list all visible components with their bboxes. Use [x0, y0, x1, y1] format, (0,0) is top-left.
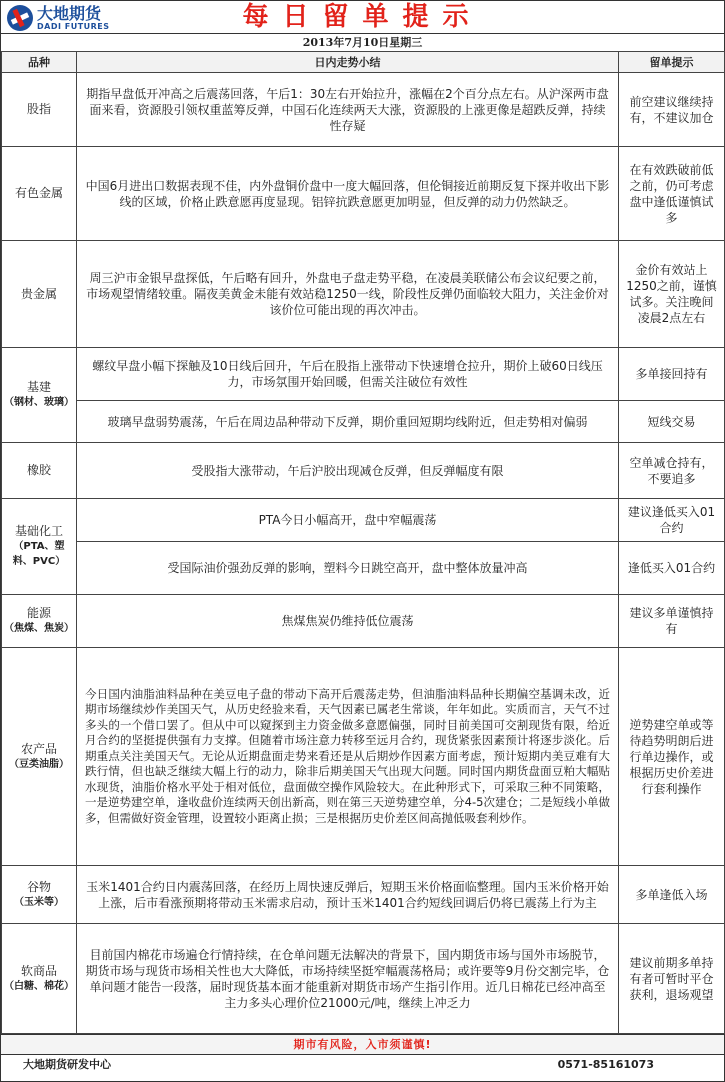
table-row — [2, 499, 725, 542]
tip-cell: 多单逢低入场 — [619, 866, 725, 924]
report-date: 2013年7月10日星期三 — [1, 33, 724, 51]
summary-cell: 目前国内棉花市场遍仓行情持续，在仓单问题无法解决的背景下，国内期货市场与国外市场脱节，期货市场与现货市场相关性也大大降低，市场持续坚挺窄幅震荡格局；或许要等9月份交割完毕，仓单问题才能告一段落，届时现货基本面才能重新对期货市场产生指引作用。近几日棉花已经冲高至主力多头心理价位21000元/吨，继续上冲乏力 — [77, 924, 619, 1034]
tip-cell: 金价有效站上1250之前，谨慎试多。关注晚间凌晨2点左右 — [619, 241, 725, 348]
table-row — [2, 924, 725, 1034]
category-name: 橡胶 — [26, 463, 51, 477]
category-name: 基建 — [26, 380, 51, 394]
table-row — [2, 648, 725, 866]
category-name: 谷物 — [26, 879, 51, 894]
category-subname: （豆类油脂） — [9, 758, 69, 770]
table-row — [2, 348, 725, 401]
category-name: 贵金属 — [20, 286, 57, 301]
tip-cell: 在有效跌破前低之前，仍可考虑盘中逢低谨慎试多 — [619, 147, 725, 241]
col-header-tip: 留单提示 — [619, 52, 725, 73]
summary-cell: 期指早盘低开冲高之后震荡回落，午后1：30左右开始拉升，涨幅在2个百分点左右。从沪深两市盘面来看，资源股引领权重蓝筹反弹，中国石化连续两天大涨，资源股的上涨更像是超跌反弹，持续性存疑 — [77, 73, 619, 147]
summary-table — [1, 51, 725, 1034]
table-row — [2, 595, 725, 648]
category-name: 基础化工 — [14, 524, 63, 538]
category-cell — [2, 648, 77, 866]
summary-cell: 周三沪市金银早盘探低，午后略有回升，外盘电子盘走势平稳，在凌晨美联储公布会议纪要之前，市场观望情绪较重。隔夜美黄金未能有效站稳1250一线，阶段性反弹仍面临较大阻力，关注金价对该价位可能出现的再次冲击。 — [77, 241, 619, 348]
category-subname: （玉米等） — [14, 896, 64, 908]
table-row — [2, 147, 725, 241]
table-row — [2, 401, 725, 443]
category-cell — [2, 866, 77, 924]
category-cell — [2, 924, 77, 1034]
summary-cell: 受股指大涨带动，午后沪胶出现减仓反弹，但反弹幅度有限 — [77, 443, 619, 499]
logo-en-text: DADI FUTURES — [37, 22, 110, 31]
category-cell — [2, 595, 77, 648]
summary-cell: 玉米1401合约日内震荡回落，在经历上周快速反弹后，短期玉米价格面临整理。国内玉米价格开始上涨，后市看涨预期将带动玉米需求启动，预计玉米1401合约短线回调后仍将已震荡上行为主 — [77, 866, 619, 924]
table-header-row — [2, 52, 725, 73]
summary-cell: 今日国内油脂油料品种在美豆电子盘的带动下高开后震荡走势，但油脂油料品种长期偏空基调未改，近期市场继续炒作美国天气，从历史经验来看，天气因素已属老生常谈，年年如此。实质而言，天气不过多头的一个借口罢了。但从中可以窥探到主力资金做多意愿偏强，同时目前美国可交割现货有限，给近月合约的坚挺提供强有力支撑。但随着市场注意力转移至远月合约，现货紧张因素预计将逐步淡化。后期重点关注美国天气。无论从近期盘面走势来看还是从后期炒作因素方面考虑，预计短期内美豆难有大跌行情，但也缺乏继续大幅上行的动力，除非后期美国天气出现大问题。同时国内期货盘面豆粕大幅贴水现货，油脂价格水平处于相对低位，盘面做空操作风险较大。在此种形式下，可采取三种不同策略，一是逆势建空单，逢收盘价连续两天创出新高，则在第三天逆势建空单，分4-5次建仓；二是短线小单做多，但需做好资金管理，设置较小距离止损；三是根据历史价差区间高抛低吸套利炒作。 — [77, 648, 619, 866]
tip-cell: 短线交易 — [619, 401, 725, 443]
tip-cell: 建议前期多单持有者可暂时平仓获利，退场观望 — [619, 924, 725, 1034]
research-center-name: 大地期货研发中心 — [23, 1058, 111, 1071]
category-name: 能源 — [26, 606, 51, 620]
summary-cell: PTA今日小幅高开，盘中窄幅震荡 — [77, 499, 619, 542]
category-cell — [2, 348, 77, 443]
report-footer — [1, 1054, 724, 1074]
tip-cell: 空单减仓持有，不要追多 — [619, 443, 725, 499]
summary-cell: 中国6月进出口数据表现不佳，内外盘铜价盘中一度大幅回落，但伦铜接近前期反复下探并收出下影线的区域，价格止跌意愿再度显现。铝锌抗跌意愿更加明显，但反弹的动力仍然缺乏。 — [77, 147, 619, 241]
category-cell — [2, 499, 77, 595]
category-cell — [2, 443, 77, 499]
summary-cell: 焦煤焦炭仍维持低位震荡 — [77, 595, 619, 648]
col-header-summary: 日内走势小结 — [77, 52, 619, 73]
tip-cell: 建议逢低买入01合约 — [619, 499, 725, 542]
category-subname: （PTA、塑料、PVC） — [12, 541, 66, 567]
tip-cell: 前空建议继续持有，不建议加仓 — [619, 73, 725, 147]
summary-cell: 螺纹早盘小幅下探触及10日线后回升，午后在股指上涨带动下快速增仓拉升，期价上破60日线压力，市场氛围开始回暖，但需关注破位有效性 — [77, 348, 619, 401]
risk-warning: 期市有风险，入市须谨慎! — [1, 1034, 724, 1054]
table-row — [2, 542, 725, 595]
category-cell — [2, 147, 77, 241]
summary-cell: 受国际油价强劲反弹的影响，塑料今日跳空高开，盘中整体放量冲高 — [77, 542, 619, 595]
table-row — [2, 866, 725, 924]
tip-cell: 逆势建空单或等待趋势明朗后进行单边操作，或根据历史价差进行套利操作 — [619, 648, 725, 866]
table-row — [2, 443, 725, 499]
table-row — [2, 241, 725, 348]
category-name: 软商品 — [20, 963, 57, 978]
category-name: 股指 — [26, 102, 51, 116]
category-subname: （焦煤、焦炭） — [4, 623, 74, 634]
logo-cn-text: 大地期货 — [37, 4, 102, 23]
category-name: 有色金属 — [14, 186, 63, 200]
category-cell — [2, 241, 77, 348]
category-subname: （白糖、棉花） — [4, 980, 74, 992]
table-row — [2, 73, 725, 147]
report-title: 每日留单提示 — [242, 2, 483, 32]
report-header — [1, 1, 724, 33]
category-subname: （钢材、玻璃） — [4, 397, 74, 408]
tip-cell: 建议多单谨慎持有 — [619, 595, 725, 648]
tip-cell: 多单接回持有 — [619, 348, 725, 401]
category-cell — [2, 73, 77, 147]
contact-phone: 0571-85161073 — [557, 1058, 654, 1071]
col-header-category: 品种 — [2, 52, 77, 73]
summary-cell: 玻璃早盘弱势震荡，午后在周边品种带动下反弹，期价重回短期均线附近，但走势相对偏弱 — [77, 401, 619, 443]
tip-cell: 逢低买入01合约 — [619, 542, 725, 595]
category-name: 农产品 — [20, 741, 57, 756]
